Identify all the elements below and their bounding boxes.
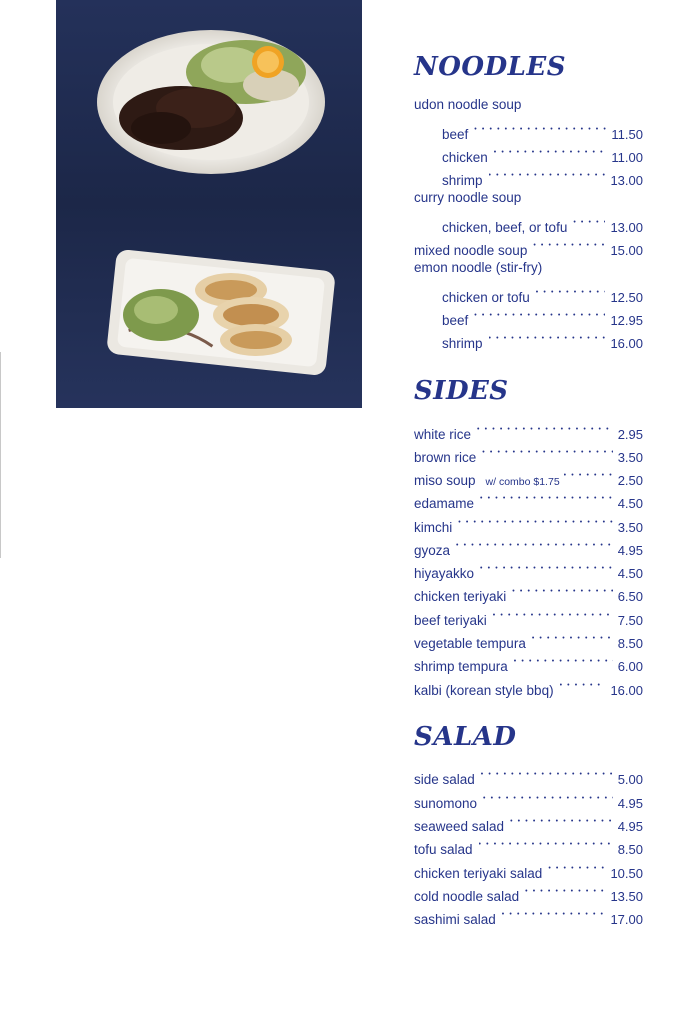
dot-leader xyxy=(533,235,605,255)
dot-leader xyxy=(532,628,613,648)
item-name: tofu salad xyxy=(414,842,473,857)
item-price: 4.95 xyxy=(617,796,643,811)
food-photo-illustration xyxy=(56,0,362,408)
dot-leader xyxy=(564,465,613,485)
dot-leader xyxy=(482,442,612,462)
item-name: chicken xyxy=(442,150,488,165)
dot-leader xyxy=(536,282,606,302)
item-name: shrimp tempura xyxy=(414,659,508,674)
dot-leader xyxy=(489,328,606,348)
item-price: 4.50 xyxy=(617,496,643,511)
menu-item xyxy=(414,881,643,904)
menu-item xyxy=(414,628,643,651)
menu-item xyxy=(442,142,643,165)
item-name: hiyayakko xyxy=(414,566,475,581)
item-name: sunomono xyxy=(414,796,478,811)
dot-leader xyxy=(514,651,613,671)
menu-item xyxy=(414,512,643,535)
item-name: miso soup xyxy=(414,473,476,488)
dot-leader xyxy=(493,605,613,625)
food-photo xyxy=(56,0,362,408)
item-name: white rice xyxy=(414,427,472,442)
emon-noodle-label: emon noodle (stir-fry) xyxy=(414,260,543,275)
item-name: edamame xyxy=(414,496,475,511)
item-name: side salad xyxy=(414,772,475,787)
item-price: 2.50 xyxy=(617,473,643,488)
item-name: seaweed salad xyxy=(414,819,505,834)
menu-item xyxy=(414,811,643,834)
item-name: chicken or tofu xyxy=(442,290,530,305)
noodles-heading: NOODLES xyxy=(414,52,566,82)
menu-item xyxy=(442,212,643,235)
item-price: 8.50 xyxy=(617,842,643,857)
item-name: chicken, beef, or tofu xyxy=(442,220,568,235)
dot-leader xyxy=(474,119,606,139)
menu-item xyxy=(442,282,643,305)
menu-item xyxy=(442,119,643,142)
item-name: sashimi salad xyxy=(414,912,496,927)
item-price: 13.00 xyxy=(610,173,643,188)
page-edge-line xyxy=(0,352,1,558)
item-price: 15.00 xyxy=(610,243,643,258)
item-price: 12.95 xyxy=(610,313,643,328)
item-name: mixed noodle soup xyxy=(414,243,528,258)
menu-item xyxy=(414,651,643,674)
dot-leader xyxy=(477,419,613,439)
item-price: 6.00 xyxy=(617,659,643,674)
item-name: brown rice xyxy=(414,450,477,465)
item-price: 6.50 xyxy=(617,589,643,604)
dot-leader xyxy=(494,142,607,162)
item-price: 17.00 xyxy=(610,912,643,927)
menu-item xyxy=(442,305,643,328)
dot-leader xyxy=(573,212,605,232)
item-price: 4.95 xyxy=(617,543,643,558)
menu-item xyxy=(414,764,643,787)
dot-leader xyxy=(483,788,613,808)
item-name: shrimp xyxy=(442,173,483,188)
item-price: 3.50 xyxy=(617,450,643,465)
dot-leader xyxy=(548,858,605,878)
item-price: 13.50 xyxy=(610,889,643,904)
item-price: 8.50 xyxy=(617,636,643,651)
item-name: chicken teriyaki salad xyxy=(414,866,543,881)
menu-item xyxy=(414,558,643,581)
dot-leader xyxy=(481,764,613,784)
item-name: beef teriyaki xyxy=(414,613,487,628)
item-name: chicken teriyaki xyxy=(414,589,507,604)
item-price: 12.50 xyxy=(610,290,643,305)
menu-item xyxy=(414,488,643,511)
dot-leader xyxy=(525,881,605,901)
menu-item xyxy=(414,834,643,857)
item-note: w/ combo $1.75 xyxy=(485,476,560,488)
item-price: 11.50 xyxy=(611,127,643,142)
menu-item xyxy=(414,465,643,488)
item-price: 4.95 xyxy=(617,819,643,834)
item-name: kimchi xyxy=(414,520,453,535)
item-price: 4.50 xyxy=(617,566,643,581)
menu-item xyxy=(414,605,643,628)
dot-leader xyxy=(480,558,613,578)
item-price: 5.00 xyxy=(617,772,643,787)
udon-noodle-soup-label: udon noodle soup xyxy=(414,97,522,112)
item-name: cold noodle salad xyxy=(414,889,520,904)
dot-leader xyxy=(456,535,613,555)
item-price: 3.50 xyxy=(617,520,643,535)
menu-item xyxy=(414,788,643,811)
dot-leader xyxy=(502,904,606,924)
curry-noodle-soup-label: curry noodle soup xyxy=(414,190,522,205)
dot-leader xyxy=(512,581,612,601)
item-name: beef xyxy=(442,127,469,142)
menu-item xyxy=(414,858,643,881)
dot-leader xyxy=(479,834,613,854)
menu-item xyxy=(414,235,643,258)
item-price: 16.00 xyxy=(610,336,643,351)
item-name: gyoza xyxy=(414,543,451,558)
item-price: 10.50 xyxy=(610,866,643,881)
item-price: 7.50 xyxy=(617,613,643,628)
item-price: 11.00 xyxy=(611,150,643,165)
item-price: 16.00 xyxy=(610,683,643,698)
salad-heading: SALAD xyxy=(414,722,517,752)
menu-item xyxy=(414,442,643,465)
menu-item xyxy=(442,165,643,188)
dot-leader xyxy=(560,675,606,695)
sides-heading: SIDES xyxy=(414,376,509,406)
menu-item xyxy=(442,328,643,351)
item-price: 2.95 xyxy=(617,427,643,442)
menu-item xyxy=(414,581,643,604)
item-name: beef xyxy=(442,313,469,328)
item-price: 13.00 xyxy=(610,220,643,235)
item-name: vegetable tempura xyxy=(414,636,526,651)
menu-item xyxy=(414,675,643,698)
dot-leader xyxy=(474,305,605,325)
dot-leader xyxy=(510,811,613,831)
menu-item xyxy=(414,904,643,927)
dot-leader xyxy=(489,165,606,185)
dot-leader xyxy=(458,512,612,532)
menu-item xyxy=(414,535,643,558)
item-name: kalbi (korean style bbq) xyxy=(414,683,554,698)
dot-leader xyxy=(480,488,613,508)
menu-item xyxy=(414,419,643,442)
item-name: shrimp xyxy=(442,336,483,351)
